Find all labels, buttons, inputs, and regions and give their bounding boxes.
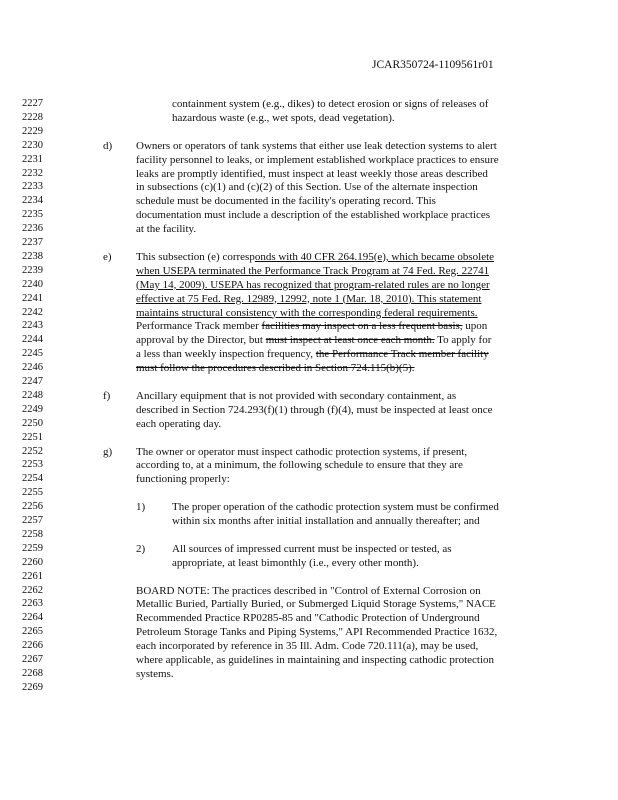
text-line [0, 514, 618, 528]
line-text [136, 250, 494, 264]
text-line [0, 556, 618, 570]
text-line [0, 194, 618, 208]
text-segment: facility personnel to leaks, or implement established workplace practices to ensure [136, 153, 499, 166]
text-segment: a less than weekly inspection frequency, [136, 348, 316, 361]
subsection-label: g) [103, 445, 113, 458]
text-segment: each operating day. [136, 417, 222, 430]
line-text [136, 319, 487, 333]
inserted-text: when USEPA terminated the Performance Track Program at 74 Fed. Reg. 22741 [136, 264, 490, 277]
text-segment: containment system (e.g., dikes) to detect erosion or signs of releases of [172, 98, 489, 110]
line-number: 2261 [22, 570, 43, 582]
line-number: 2260 [22, 556, 43, 568]
line-number: 2242 [22, 306, 43, 318]
text-line [0, 570, 618, 584]
text-line [0, 139, 618, 153]
line-text [136, 653, 494, 667]
text-line [0, 250, 618, 264]
line-number: 2246 [22, 362, 43, 374]
line-number: 2235 [22, 209, 43, 221]
subsection-label: f) [103, 389, 111, 402]
text-segment: each incorporated by reference in 35 Ill. Adm. Code 720.111(a), may be used, [136, 640, 479, 653]
line-number: 2244 [22, 334, 43, 346]
inserted-text: maintains structural consistency with the corresponding federal requirements. [136, 306, 478, 319]
document-id-header: JCAR350724-1109561r01 [372, 59, 494, 71]
text-segment: The proper operation of the cathodic protection system must be confirmed [172, 501, 499, 514]
line-text [172, 111, 395, 125]
deleted-text: must inspect at least once each month. [265, 334, 435, 347]
text-segment: leaks are promptly identified, must inspect at least weekly those areas described [136, 167, 488, 180]
text-segment: described in Section 724.293(f)(1) through (f)(4), must be inspected at least once [136, 403, 493, 416]
line-text [136, 292, 481, 306]
line-text [172, 514, 480, 528]
text-line [0, 653, 618, 667]
text-line [0, 236, 618, 250]
line-number: 2254 [22, 473, 43, 485]
line-number: 2269 [22, 681, 43, 693]
text-line [0, 625, 618, 639]
text-line [0, 361, 618, 375]
line-number: 2252 [22, 445, 43, 457]
inserted-text: (May 14, 2009). USEPA has recognized that program-related rules are no longer [136, 278, 490, 291]
text-line [0, 347, 618, 361]
text-line [0, 458, 618, 472]
line-text [136, 347, 489, 361]
line-text [136, 667, 174, 681]
text-segment: where applicable, as guidelines in maintaining and inspecting cathodic protection [136, 654, 494, 666]
text-line [0, 306, 618, 320]
line-number: 2233 [22, 181, 43, 193]
text-segment: upon [462, 320, 488, 333]
line-number: 2262 [22, 584, 43, 596]
line-text [172, 500, 499, 514]
line-number: 2264 [22, 612, 43, 624]
text-segment: This subsection (e) corresp [136, 250, 255, 263]
line-text [136, 417, 221, 431]
line-text [136, 584, 481, 598]
text-line [0, 681, 618, 695]
text-line [0, 611, 618, 625]
line-text [172, 542, 452, 556]
text-segment: in subsections (c)(1) and (c)(2) of this Section. Use of the alternate inspection [136, 181, 478, 194]
line-number: 2257 [22, 515, 43, 526]
text-line [0, 639, 618, 653]
text-line [0, 97, 618, 111]
line-number: 2255 [22, 487, 43, 499]
line-text [136, 333, 491, 347]
text-line [0, 180, 618, 194]
text-line [0, 111, 618, 125]
line-text [172, 97, 488, 111]
text-line [0, 167, 618, 181]
deleted-text: facilities may inspect on a less frequent basis, [261, 320, 463, 333]
line-number: 2247 [22, 376, 43, 387]
text-segment: hazardous waste (e.g., wet spots, dead vegetation). [172, 111, 395, 124]
line-text [136, 167, 488, 181]
line-number: 2265 [22, 626, 43, 638]
line-number: 2241 [22, 292, 43, 304]
line-number: 2229 [22, 125, 43, 137]
line-text [136, 208, 490, 222]
text-segment: Owners or operators of tank systems that either use leak detection systems to alert [136, 139, 497, 152]
inserted-text: onds with 40 CFR 264.195(e), which became obsolete [254, 250, 495, 263]
line-number: 2248 [22, 389, 43, 401]
line-text [136, 180, 478, 194]
line-text [136, 278, 490, 292]
text-line [0, 208, 618, 222]
text-line [0, 389, 618, 403]
text-segment: approval by the Director, but [136, 334, 266, 347]
deleted-text: the Performance Track member facility [315, 348, 489, 361]
text-segment: Performance Track member [136, 320, 262, 333]
text-segment: Metallic Buried, Partially Buried, or Submerged Liquid Storage Systems," NACE [136, 598, 496, 611]
line-number: 2258 [22, 528, 43, 540]
line-text [136, 472, 230, 486]
text-segment: All sources of impressed current must be inspected or tested, as [172, 542, 452, 555]
line-text [136, 139, 497, 153]
text-line [0, 431, 618, 445]
subsection-label: e) [103, 250, 112, 263]
text-segment: The owner or operator must inspect cathodic protection systems, if present, [136, 445, 468, 458]
subsection-label: 2) [136, 542, 146, 555]
text-line [0, 584, 618, 598]
line-number: 2240 [22, 278, 43, 290]
line-text [136, 389, 456, 403]
text-line [0, 417, 618, 431]
line-text [136, 458, 463, 472]
line-number: 2227 [22, 98, 43, 109]
text-line [0, 486, 618, 500]
text-segment: systems. [136, 667, 174, 680]
text-segment: schedule must be documented in the facility's operating record. This [136, 195, 436, 208]
deleted-text: must follow the procedures described in Section 724.115(b)(5). [136, 362, 415, 375]
text-line [0, 333, 618, 347]
line-number: 2249 [22, 403, 43, 415]
text-line [0, 153, 618, 167]
line-text [136, 194, 436, 208]
line-text [172, 556, 419, 570]
line-number: 2238 [22, 250, 43, 262]
line-number: 2268 [22, 667, 43, 679]
line-number: 2251 [22, 431, 43, 443]
text-segment: Ancillary equipment that is not provided with secondary containment, as [136, 389, 457, 402]
line-text [136, 639, 478, 653]
text-line [0, 500, 618, 514]
text-segment: To apply for [434, 334, 492, 347]
line-text [136, 597, 496, 611]
line-text [136, 306, 478, 320]
subsection-label: 1) [136, 501, 146, 514]
text-segment: BOARD NOTE: The practices described in "Control of External Corrosion on [136, 584, 481, 597]
text-line [0, 667, 618, 681]
text-line [0, 472, 618, 486]
text-segment: within six months after initial installation and annually thereafter; and [172, 515, 480, 527]
text-line [0, 278, 618, 292]
line-number: 2243 [22, 320, 43, 332]
line-number: 2267 [22, 654, 43, 665]
line-number: 2266 [22, 640, 43, 652]
text-line [0, 528, 618, 542]
line-text [136, 403, 492, 417]
text-line [0, 597, 618, 611]
line-number: 2232 [22, 167, 43, 179]
line-number: 2250 [22, 417, 43, 429]
text-segment: Recommended Practice RP0285-85 and "Cathodic Protection of Underground [136, 612, 480, 625]
line-number: 2245 [22, 348, 43, 360]
line-number: 2228 [22, 111, 43, 123]
line-text [136, 445, 467, 459]
line-text [136, 625, 497, 639]
line-number: 2230 [22, 139, 43, 151]
subsection-label: d) [103, 139, 113, 152]
text-segment: documentation must include a description of the established workplace practices [136, 209, 491, 222]
line-text [136, 153, 499, 167]
text-line [0, 403, 618, 417]
line-number: 2237 [22, 237, 43, 248]
text-segment: functioning properly: [136, 473, 230, 486]
text-line [0, 319, 618, 333]
text-segment: Petroleum Storage Tanks and Piping Systems," API Recommended Practice 1632, [136, 626, 498, 639]
line-number: 2259 [22, 542, 43, 554]
text-line [0, 264, 618, 278]
line-number: 2253 [22, 459, 43, 471]
text-line [0, 292, 618, 306]
line-text [136, 361, 415, 375]
line-number: 2234 [22, 195, 43, 207]
text-segment: at the facility. [136, 223, 197, 236]
text-line [0, 125, 618, 139]
line-number: 2236 [22, 223, 43, 235]
line-number: 2239 [22, 264, 43, 276]
text-line [0, 375, 618, 389]
line-text [136, 222, 196, 236]
text-segment: according to, at a minimum, the following schedule to ensure that they are [136, 459, 463, 472]
text-segment: appropriate, at least bimonthly (i.e., every other month). [172, 556, 419, 569]
line-number: 2231 [22, 153, 43, 165]
line-number: 2256 [22, 501, 43, 513]
line-text [136, 264, 489, 278]
text-line [0, 222, 618, 236]
line-text [136, 611, 480, 625]
inserted-text: effective at 75 Fed. Reg. 12989, 12992, note 1 (Mar. 18, 2010). This statement [136, 292, 482, 305]
text-line [0, 445, 618, 459]
line-number: 2263 [22, 598, 43, 610]
text-line [0, 542, 618, 556]
